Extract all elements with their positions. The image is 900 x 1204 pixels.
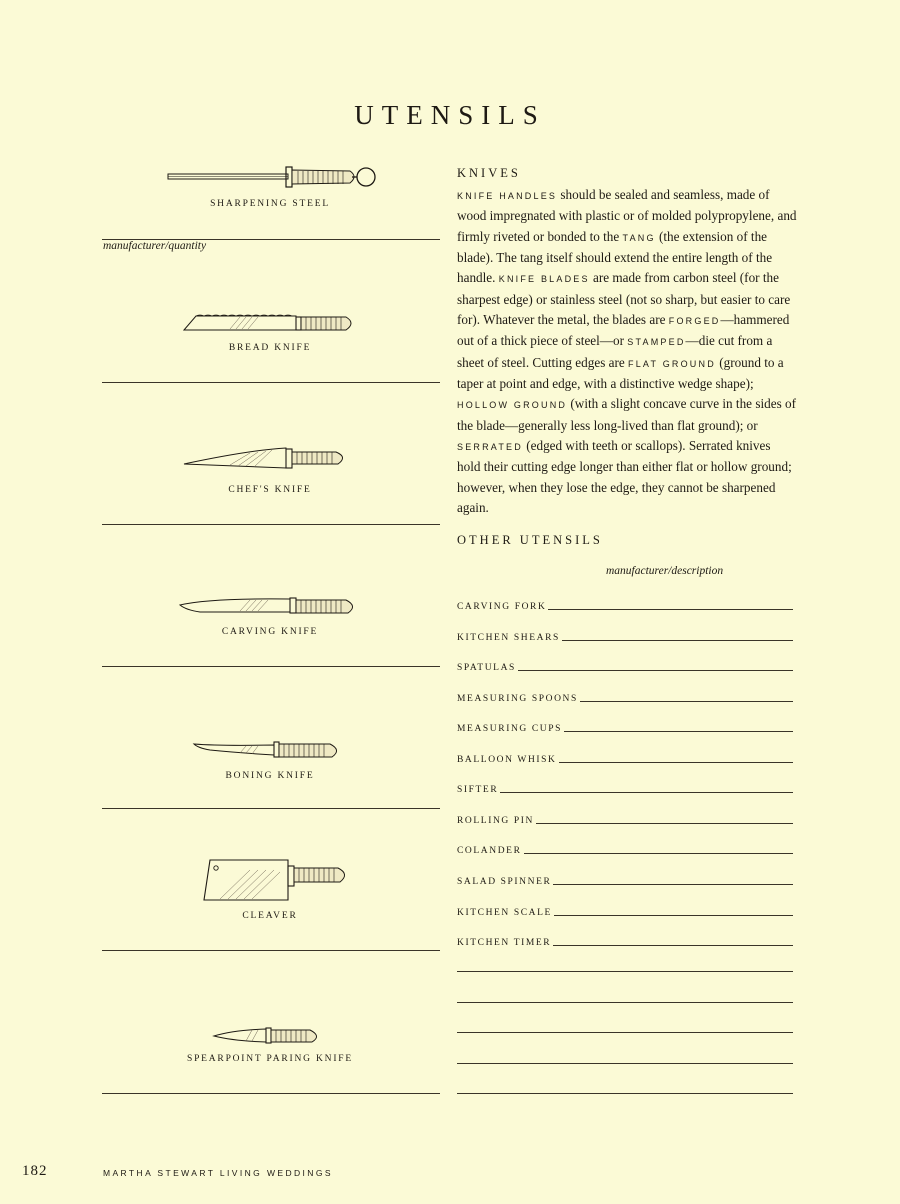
knives-term: FORGED <box>668 316 721 327</box>
utensil-write-line[interactable] <box>524 853 793 854</box>
utensil-name: BALLOON WHISK <box>457 755 557 765</box>
sharpening-steel-icon <box>100 162 440 192</box>
write-line <box>102 666 440 667</box>
running-title: MARTHA STEWART LIVING WEDDINGS <box>103 1168 333 1178</box>
tool-label: BREAD KNIFE <box>228 343 312 353</box>
utensil-row <box>457 779 793 795</box>
knives-term: SERRATED <box>457 442 523 453</box>
paring-knife-icon <box>100 1022 440 1052</box>
write-line <box>102 382 440 383</box>
write-line <box>102 1093 440 1094</box>
utensil-write-line[interactable] <box>562 640 793 641</box>
manufacturer-quantity-label: manufacturer/quantity <box>103 240 207 252</box>
tool-spearpoint-paring-knife <box>100 1022 440 1102</box>
other-utensils-heading: OTHER UTENSILS <box>457 533 603 547</box>
manufacturer-description-label: manufacturer/description <box>606 565 724 577</box>
utensil-write-line[interactable] <box>518 670 793 671</box>
utensil-row <box>457 688 793 704</box>
tool-label: SPEARPOINT PARING KNIFE <box>187 1054 353 1064</box>
page-title: UTENSILS <box>354 100 546 130</box>
utensil-row <box>457 627 793 643</box>
knives-text: are made from carbon steel (for the sharpest edge) or stainless steel (not so sharp, but easier to care for). Whatever the metal, the blades are <box>457 270 791 328</box>
tool-bread-knife <box>100 308 440 388</box>
tool-label: SHARPENING STEEL <box>210 199 330 209</box>
tool-boning-knife <box>100 736 440 816</box>
knives-text: (the extension of the blade). The tang itself should extend the entire length of the handle. <box>457 228 773 286</box>
knives-term: KNIFE HANDLES <box>457 191 558 201</box>
knives-text: —hammered out of a thick piece of steel—or <box>457 312 790 349</box>
carving-knife-icon <box>100 592 440 622</box>
knives-term: HOLLOW GROUND <box>457 400 568 411</box>
tool-chefs-knife <box>100 444 440 529</box>
knives-text: should be sealed and seamless, made of wood impregnated with plastic or of molded polypropylene, and firmly riveted or bonded to the <box>457 187 797 244</box>
knives-body <box>457 185 797 519</box>
utensil-row <box>457 871 793 887</box>
utensil-row <box>457 810 793 826</box>
utensil-name: KITCHEN SHEARS <box>457 633 560 643</box>
utensil-name: SALAD SPINNER <box>457 877 552 887</box>
utensil-row <box>457 749 793 765</box>
tool-label: CLEAVER <box>242 911 298 921</box>
utensil-write-line[interactable] <box>580 701 793 702</box>
utensil-name: ROLLING PIN <box>457 816 534 826</box>
tool-label: BONING KNIFE <box>225 771 315 781</box>
utensil-write-line[interactable] <box>553 945 793 946</box>
utensil-write-line[interactable] <box>553 884 793 885</box>
tool-carving-knife <box>100 592 440 672</box>
cleaver-icon <box>100 856 440 906</box>
utensil-name: SPATULAS <box>457 663 516 673</box>
knives-text: (ground to a taper at point and edge, with a distinctive wedge shape); <box>457 354 784 392</box>
chefs-knife-icon <box>100 444 440 474</box>
utensil-name: KITCHEN SCALE <box>457 908 552 918</box>
knives-text: (edged with teeth or scallops). Serrated knives hold their cutting edge longer than either flat or hollow ground; however, when they lose the edge, they cannot be sharpened again. <box>457 438 792 516</box>
utensil-write-line[interactable] <box>564 731 793 732</box>
utensil-name: MEASURING SPOONS <box>457 694 578 704</box>
utensil-write-line[interactable] <box>554 915 793 916</box>
utensil-name: CARVING FORK <box>457 602 547 612</box>
write-line <box>102 950 440 951</box>
utensil-name: MEASURING CUPS <box>457 724 563 734</box>
bread-knife-icon <box>100 308 440 338</box>
utensil-row <box>457 657 793 673</box>
utensil-write-line[interactable] <box>536 823 793 824</box>
utensil-row <box>457 596 793 612</box>
knives-term: TANG <box>622 232 656 243</box>
knives-text: —die cut from a sheet of steel. Cutting edges are <box>457 333 773 370</box>
utensil-write-line[interactable] <box>500 792 793 793</box>
tool-label: CHEF'S KNIFE <box>228 485 312 495</box>
utensil-name: SIFTER <box>457 785 499 795</box>
utensil-row <box>457 932 793 948</box>
utensil-row <box>457 902 793 918</box>
write-line <box>102 808 440 809</box>
utensil-write-line[interactable] <box>548 609 793 610</box>
blank-line <box>457 1032 793 1033</box>
knives-term: FLAT GROUND <box>628 358 716 369</box>
knives-term: KNIFE BLADES <box>498 274 590 285</box>
boning-knife-icon <box>100 736 440 766</box>
tool-label: CARVING KNIFE <box>221 627 319 637</box>
blank-line <box>457 1002 793 1003</box>
blank-line <box>457 971 793 972</box>
page-number: 182 <box>22 1163 48 1179</box>
blank-line <box>457 1093 793 1094</box>
utensil-row <box>457 840 793 856</box>
tool-cleaver <box>100 856 440 956</box>
blank-line <box>457 1063 793 1064</box>
utensil-name: COLANDER <box>457 846 522 856</box>
tool-sharpening-steel <box>100 162 440 252</box>
knives-text: (with a slight concave curve in the sides of the blade—generally less long-lived than flat ground); or <box>457 396 796 433</box>
knives-term: STAMPED <box>627 337 686 348</box>
utensil-write-line[interactable] <box>559 762 793 763</box>
write-line <box>102 524 440 525</box>
utensil-name: KITCHEN TIMER <box>457 938 552 948</box>
utensil-row <box>457 718 793 734</box>
knives-heading: KNIVES <box>457 166 521 180</box>
